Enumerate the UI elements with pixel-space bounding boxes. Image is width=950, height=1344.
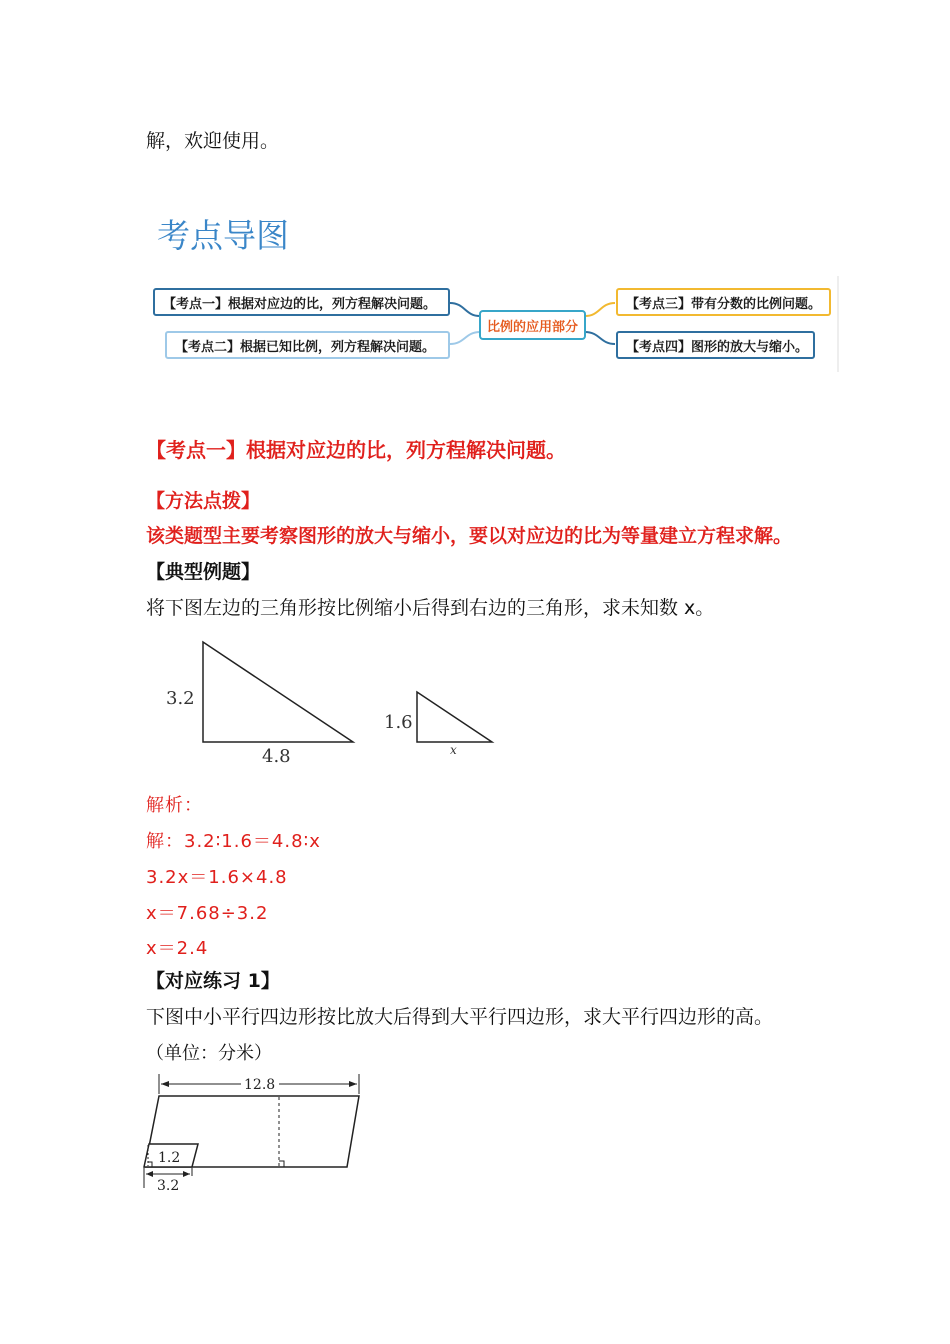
small-triangle-base-label: x [450,743,457,757]
mindmap-node-2: 【考点二】根据已知比例，列方程解决问题。 [165,331,450,359]
big-triangle-height-label: 3.2 [166,688,195,709]
big-parallelogram-base-label: 12.8 [244,1077,276,1093]
solution-line-1: 解：3.2∶1.6＝4.8∶x [146,831,321,852]
big-triangle-base-label: 4.8 [262,746,291,767]
practice-label: 【对应练习 1】 [146,970,280,992]
mindmap-node-4: 【考点四】图形的放大与缩小。 [616,331,815,359]
practice-text: 下图中小平行四边形按比放大后得到大平行四边形，求大平行四边形的高。 [146,1006,774,1028]
solution-line-2: 3.2x＝1.6×4.8 [146,867,288,888]
example-label: 【典型例题】 [146,561,261,583]
solution-line-4: x＝2.4 [146,938,209,959]
example-text: 将下图左边的三角形按比例缩小后得到右边的三角形，求未知数 x。 [146,597,715,619]
parallelogram-figure [140,1070,370,1195]
method-text: 该类题型主要考察图形的放大与缩小，要以对应边的比为等量建立方程求解。 [146,525,793,547]
mindmap [145,276,840,372]
mindmap-node-3: 【考点三】带有分数的比例问题。 [616,288,831,316]
intro-tail-text: 解，欢迎使用。 [146,130,280,152]
small-parallelogram-base-label: 3.2 [157,1178,180,1194]
mindmap-title: 考点导图 [157,216,289,255]
unit-text: （单位：分米） [146,1043,272,1064]
small-parallelogram-height-label: 1.2 [158,1150,181,1166]
small-triangle [417,692,492,742]
solution-line-3: x＝7.68÷3.2 [146,903,269,924]
section-heading: 【考点一】根据对应边的比，列方程解决问题。 [146,438,566,462]
analysis-label: 解析： [146,795,203,816]
triangles-figure [150,630,510,770]
big-triangle [203,642,353,742]
mindmap-node-1: 【考点一】根据对应边的比，列方程解决问题。 [153,288,450,316]
method-label: 【方法点拨】 [146,490,261,512]
small-triangle-height-label: 1.6 [384,712,413,733]
mindmap-center: 比例的应用部分 [479,310,586,340]
